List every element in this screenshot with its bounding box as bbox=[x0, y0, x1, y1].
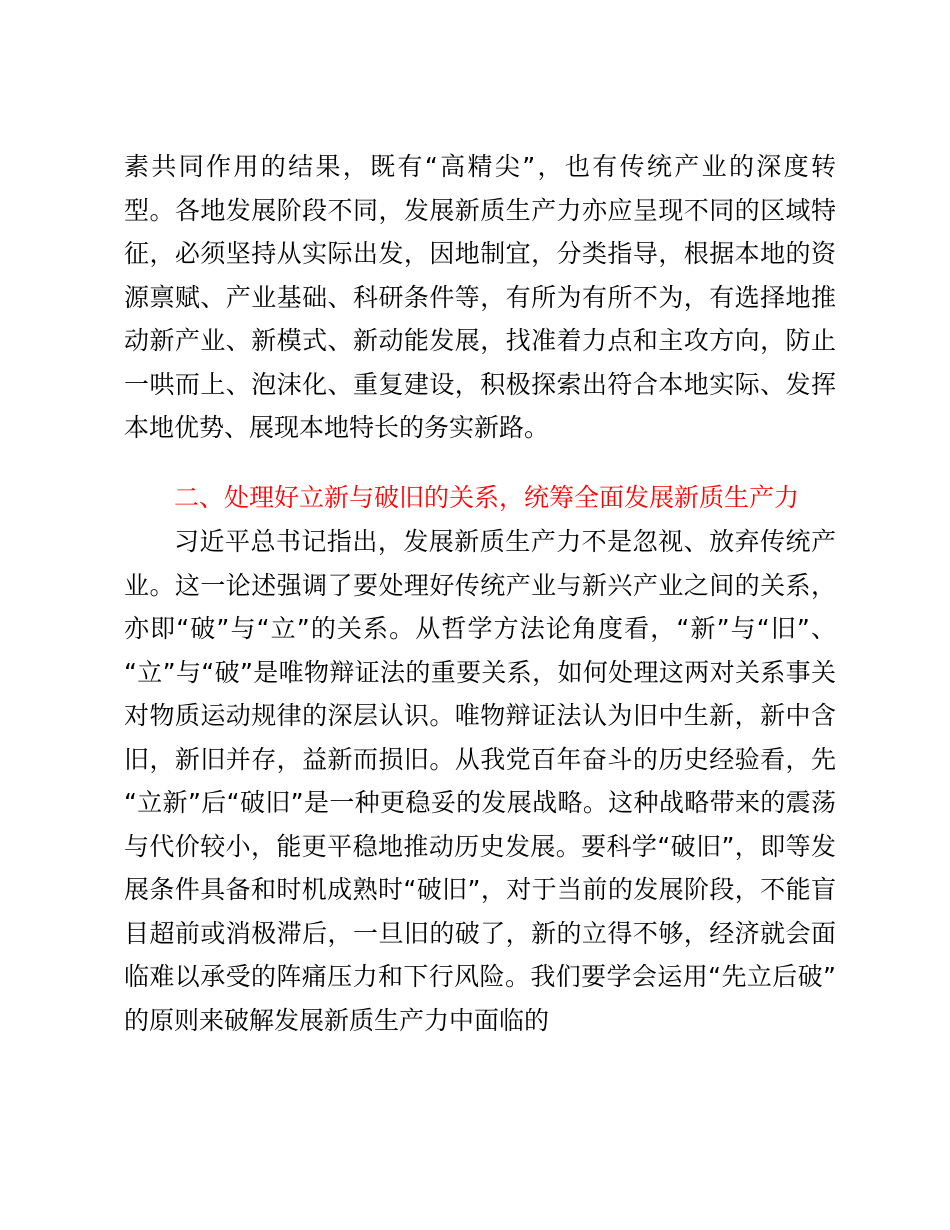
paragraph-line: “立”与“破”是唯物辩证法的重要关系，如何处理这两对关系事关 bbox=[124, 657, 836, 687]
paragraph-line: 型。各地发展阶段不同，发展新质生产力亦应呈现不同的区域特 bbox=[124, 195, 836, 225]
paragraph-line: 素共同作用的结果，既有“高精尖”，也有传统产业的深度转 bbox=[124, 152, 836, 181]
paragraph-line: 展条件具备和时机成熟时“破旧”，对于当前的发展阶段，不能盲 bbox=[124, 875, 836, 904]
paragraph-line: 目超前或消极滞后，一旦旧的破了，新的立得不够，经济就会面 bbox=[124, 918, 836, 948]
paragraph-line: 本地优势、展现本地特长的务实新路。 bbox=[124, 413, 550, 442]
body-paragraph-1 bbox=[124, 145, 836, 450]
section-heading-text: 二、处理好立新与破旧的关系，统筹全面发展新质生产力 bbox=[174, 483, 800, 512]
paragraph-line: 源禀赋、产业基础、科研条件等，有所为有所不为，有选择地推 bbox=[124, 282, 836, 312]
paragraph-line: “立新”后“破旧”是一种更稳妥的发展战略。这种战略带来的震荡 bbox=[124, 788, 836, 817]
paragraph-line: 临难以承受的阵痛压力和下行风险。我们要学会运用“先立后破” bbox=[124, 962, 836, 991]
paragraph-line: 旧，新旧并存，益新而损旧。从我党百年奋斗的历史经验看，先 bbox=[124, 744, 836, 774]
paragraph-line: 的原则来破解发展新质生产力中面临的 bbox=[124, 1005, 550, 1035]
section-heading bbox=[124, 476, 836, 520]
paragraph-line: 亦即“破”与“立”的关系。从哲学方法论角度看，“新”与“旧”、 bbox=[124, 614, 836, 643]
paragraph-line: 习近平总书记指出，发展新质生产力不是忽视、放弃传统产 bbox=[174, 527, 836, 556]
paragraph-line: 一哄而上、泡沫化、重复建设，积极探索出符合本地实际、发挥 bbox=[124, 369, 836, 399]
body-paragraph-2 bbox=[124, 520, 836, 1042]
paragraph-line: 对物质运动规律的深层认识。唯物辩证法认为旧中生新，新中含 bbox=[124, 701, 836, 730]
paragraph-line: 业。这一论述强调了要处理好传统产业与新兴产业之间的关系， bbox=[124, 570, 836, 600]
paragraph-line: 与代价较小，能更平稳地推动历史发展。要科学“破旧”，即等发 bbox=[124, 831, 836, 861]
paragraph-line: 动新产业、新模式、新动能发展，找准着力点和主攻方向，防止 bbox=[124, 326, 836, 355]
paragraph-line: 征，必须坚持从实际出发，因地制宜，分类指导，根据本地的资 bbox=[124, 239, 836, 268]
